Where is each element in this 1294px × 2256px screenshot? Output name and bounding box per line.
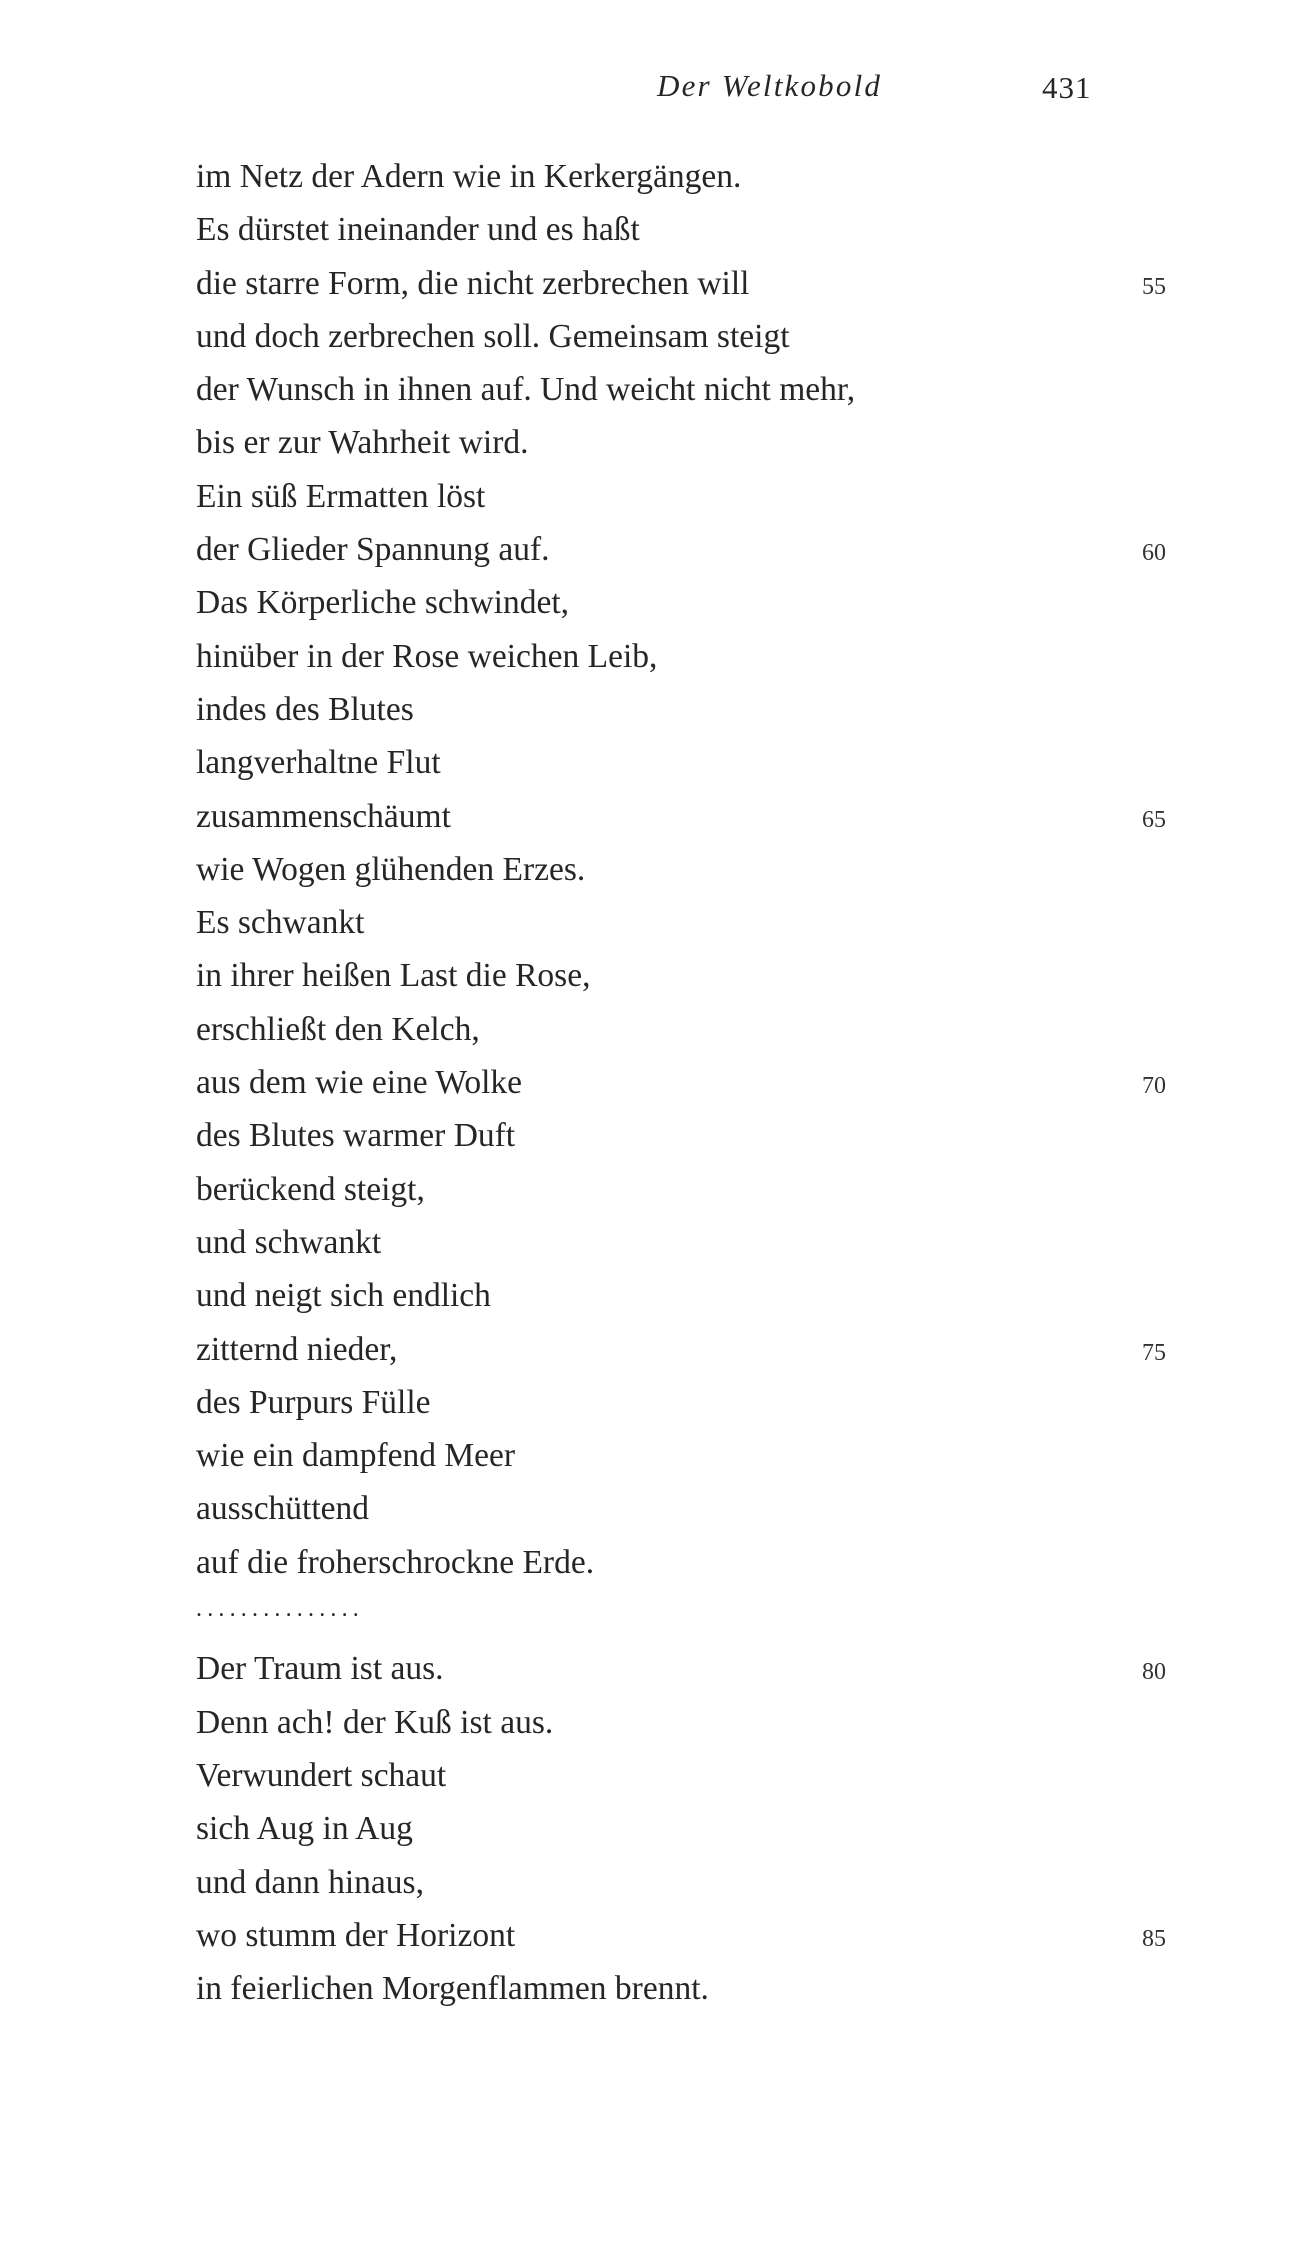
verse-text: wie ein dampfend Meer — [196, 1437, 516, 1475]
verse-text: im Netz der Adern wie in Kerkergängen. — [196, 158, 742, 195]
verse-line — [196, 1269, 1096, 1322]
verse-line — [196, 1323, 1166, 1376]
stanza-before-break — [196, 150, 1166, 1589]
verse-text: in ihrer heißen Last die Rose, — [196, 957, 591, 995]
verse-line — [196, 416, 1096, 469]
verse-text: der Glieder Spannung auf. — [196, 531, 550, 569]
verse-line — [196, 1642, 1166, 1695]
line-number: 60 — [1142, 540, 1166, 567]
verse-text: ausschüttend — [196, 1490, 370, 1528]
verse-line — [196, 310, 1096, 363]
verse-text: der Wunsch in ihnen auf. Und weicht nicht mehr, — [196, 371, 856, 409]
line-number: 55 — [1142, 273, 1166, 300]
verse-line — [196, 1802, 1096, 1855]
verse-text: Der Traum ist aus. — [196, 1650, 444, 1688]
verse-line — [196, 896, 1096, 949]
verse-text: in feierlichen Morgenflammen brennt. — [196, 1970, 709, 2008]
verse-line — [196, 1909, 1166, 1962]
poem-body — [196, 150, 1166, 2015]
verse-line — [196, 1376, 1096, 1429]
verse-text: berückend steigt, — [196, 1170, 425, 1208]
verse-text: zitternd nieder, — [196, 1330, 398, 1368]
verse-text: aus dem wie eine Wolke — [196, 1064, 523, 1102]
verse-text: erschließt den Kelch, — [196, 1010, 480, 1048]
verse-text: und dann hinaus, — [196, 1863, 424, 1901]
verse-text: Es schwankt — [196, 904, 365, 942]
line-number: 65 — [1142, 806, 1166, 833]
verse-line — [196, 1536, 1096, 1589]
verse-text: langverhaltne Flut — [196, 744, 441, 782]
verse-line — [196, 1696, 1096, 1749]
verse-text: Denn ach! der Kuß ist aus. — [196, 1703, 554, 1741]
verse-line — [196, 1109, 1096, 1162]
verse-text: Das Körperliche schwindet, — [196, 584, 570, 622]
verse-line — [196, 257, 1166, 310]
line-number: 80 — [1142, 1659, 1166, 1686]
verse-line — [196, 363, 1096, 416]
verse-text: des Blutes warmer Duft — [196, 1117, 516, 1155]
verse-line — [196, 843, 1096, 896]
verse-line — [196, 1749, 1096, 1802]
verse-line — [196, 630, 1096, 683]
verse-line — [196, 736, 1096, 789]
page-number: 431 — [1042, 70, 1092, 105]
line-number: 75 — [1142, 1339, 1166, 1366]
running-title: Der Weltkobold — [657, 68, 883, 103]
verse-text: die starre Form, die nicht zerbrechen will — [196, 264, 750, 302]
verse-line — [196, 470, 1096, 523]
verse-line — [196, 1482, 1096, 1535]
verse-line — [196, 1962, 1096, 2015]
verse-text: Es dürstet ineinander und es haßt — [196, 211, 640, 249]
verse-line — [196, 790, 1166, 843]
verse-text: Ein süß Ermatten löst — [196, 477, 486, 515]
verse-line — [196, 523, 1166, 576]
line-number: 85 — [1142, 1925, 1166, 1952]
verse-text: und schwankt — [196, 1223, 382, 1261]
verse-line — [196, 1216, 1096, 1269]
verse-text: und neigt sich endlich — [196, 1277, 491, 1315]
verse-text: hinüber in der Rose weichen Leib, — [196, 637, 658, 675]
verse-text: auf die froherschrockne Erde. — [196, 1543, 595, 1581]
stanza-after-break — [196, 1642, 1166, 2015]
verse-line — [196, 1429, 1096, 1482]
verse-line — [196, 1003, 1096, 1056]
verse-text: wie Wogen glühenden Erzes. — [196, 850, 586, 888]
verse-line — [196, 1856, 1096, 1909]
verse-text: indes des Blutes — [196, 690, 414, 728]
verse-line — [196, 150, 1096, 203]
verse-text: Verwundert schaut — [196, 1756, 447, 1794]
verse-line — [196, 203, 1096, 256]
line-number: 70 — [1142, 1073, 1166, 1100]
verse-line — [196, 1163, 1096, 1216]
verse-line — [196, 683, 1096, 736]
verse-line — [196, 949, 1096, 1002]
verse-text: bis er zur Wahrheit wird. — [196, 424, 529, 462]
verse-line — [196, 576, 1096, 629]
verse-text: des Purpurs Fülle — [196, 1383, 431, 1421]
verse-text: und doch zerbrechen soll. Gemeinsam steigt — [196, 317, 790, 355]
verse-line — [196, 1056, 1166, 1109]
ellipsis-separator: ............... — [196, 1596, 364, 1623]
verse-text: zusammenschäumt — [196, 797, 451, 835]
verse-text: sich Aug in Aug — [196, 1810, 413, 1848]
verse-text: wo stumm der Horizont — [196, 1916, 516, 1954]
